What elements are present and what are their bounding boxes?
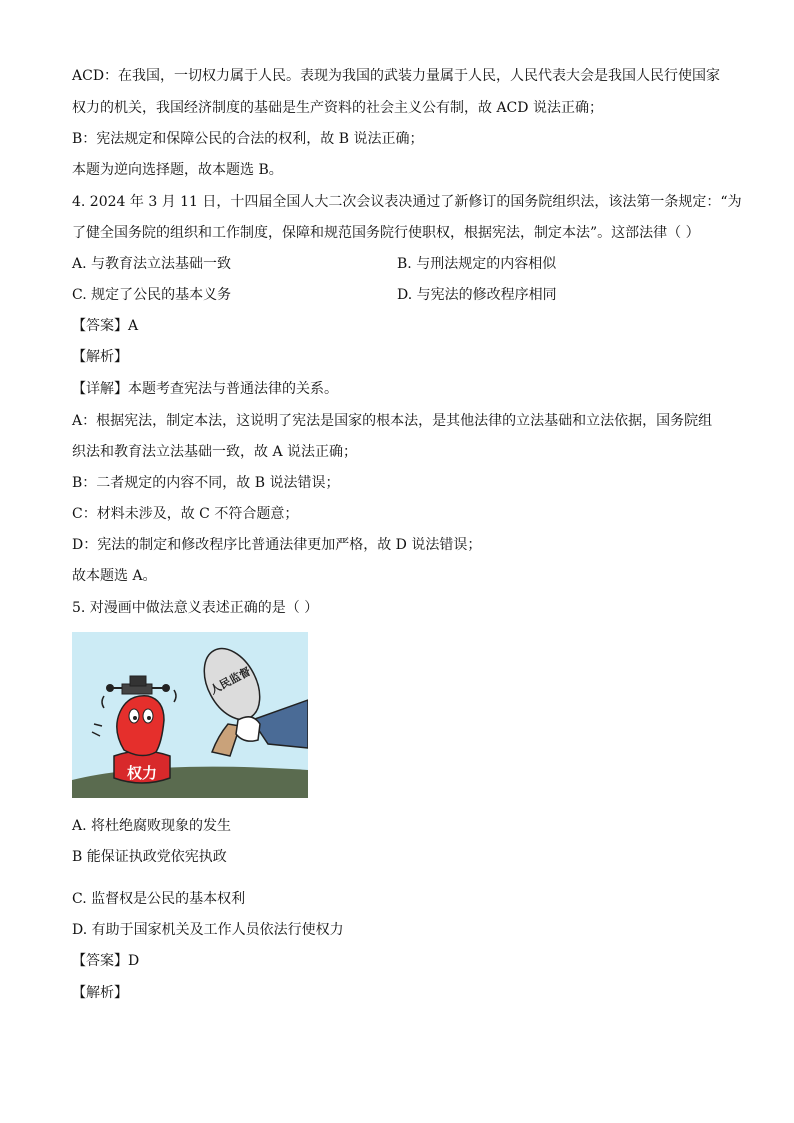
q4-conclusion: 故本题选 A。 <box>72 568 157 584</box>
q4-analysis-a-line-2: 织法和教育法立法基础一致，故 A 说法正确； <box>72 444 358 460</box>
q4-option-c: C. 规定了公民的基本义务 <box>72 287 232 303</box>
analysis-conclusion: 本题为逆向选择题，故本题选 B。 <box>72 162 283 178</box>
analysis-acd-line-1: ACD：在我国，一切权力属于人民。表现为我国的武装力量属于人民，人民代表大会是我国人民行使国家 <box>72 68 721 84</box>
analysis-acd-line-2: 权力的机关，我国经济制度的基础是生产资料的社会主义公有制，故 ACD 说法正确； <box>72 100 603 116</box>
q4-option-b: B. 与刑法规定的内容相似 <box>397 256 557 272</box>
q4-analysis-c-line: C：材料未涉及，故 C 不符合题意； <box>72 506 299 522</box>
q5-option-d: D. 有助于国家机关及工作人员依法行使权力 <box>72 922 344 938</box>
q5-option-a: A. 将杜绝腐败现象的发生 <box>72 818 232 834</box>
power-base-label: 权力 <box>126 764 158 782</box>
hand <box>236 717 260 741</box>
q4-analysis-a-line-1: A：根据宪法，制定本法，这说明了宪法是国家的根本法，是其他法律的立法基础和立法依据，国务院组 <box>72 413 713 429</box>
supervision-cartoon <box>72 632 308 798</box>
q4-detail: 【详解】本题考查宪法与普通法律的关系。 <box>72 381 338 397</box>
q4-option-d: D. 与宪法的修改程序相同 <box>397 287 557 303</box>
analysis-b-line: B：宪法规定和保障公民的合法的权利，故 B 说法正确； <box>72 131 424 147</box>
seal-label: 人民监督 <box>207 664 253 697</box>
q4-answer: 【答案】A <box>72 318 139 334</box>
power-eye-left <box>129 709 139 723</box>
q4-analysis-label: 【解析】 <box>72 349 128 365</box>
power-eye-right <box>143 709 153 723</box>
q4-analysis-d-line: D：宪法的制定和修改程序比普通法律更加严格，故 D 说法错误； <box>72 537 482 553</box>
q4-option-a: A. 与教育法立法基础一致 <box>72 256 232 272</box>
q5-answer: 【答案】D <box>72 953 140 969</box>
q5-option-b: B 能保证执政党依宪执政 <box>72 849 227 865</box>
power-body <box>117 696 164 756</box>
q4-stem-line-1: 4. 2024 年 3 月 11 日，十四届全国人大二次会议表决通过了新修订的国务院组织法，该法第一条规定：“为 <box>72 194 742 210</box>
q4-stem-line-2: 了健全国务院的组织和工作制度，保障和规范国务院行使职权，根据宪法，制定本法”。这部法律（ ） <box>72 225 700 241</box>
q5-option-c: C. 监督权是公民的基本权利 <box>72 891 246 907</box>
q5-stem: 5. 对漫画中做法意义表述正确的是（ ） <box>72 600 319 616</box>
q4-analysis-b-line: B：二者规定的内容不同，故 B 说法错误； <box>72 475 340 491</box>
q5-analysis-label: 【解析】 <box>72 985 128 1001</box>
